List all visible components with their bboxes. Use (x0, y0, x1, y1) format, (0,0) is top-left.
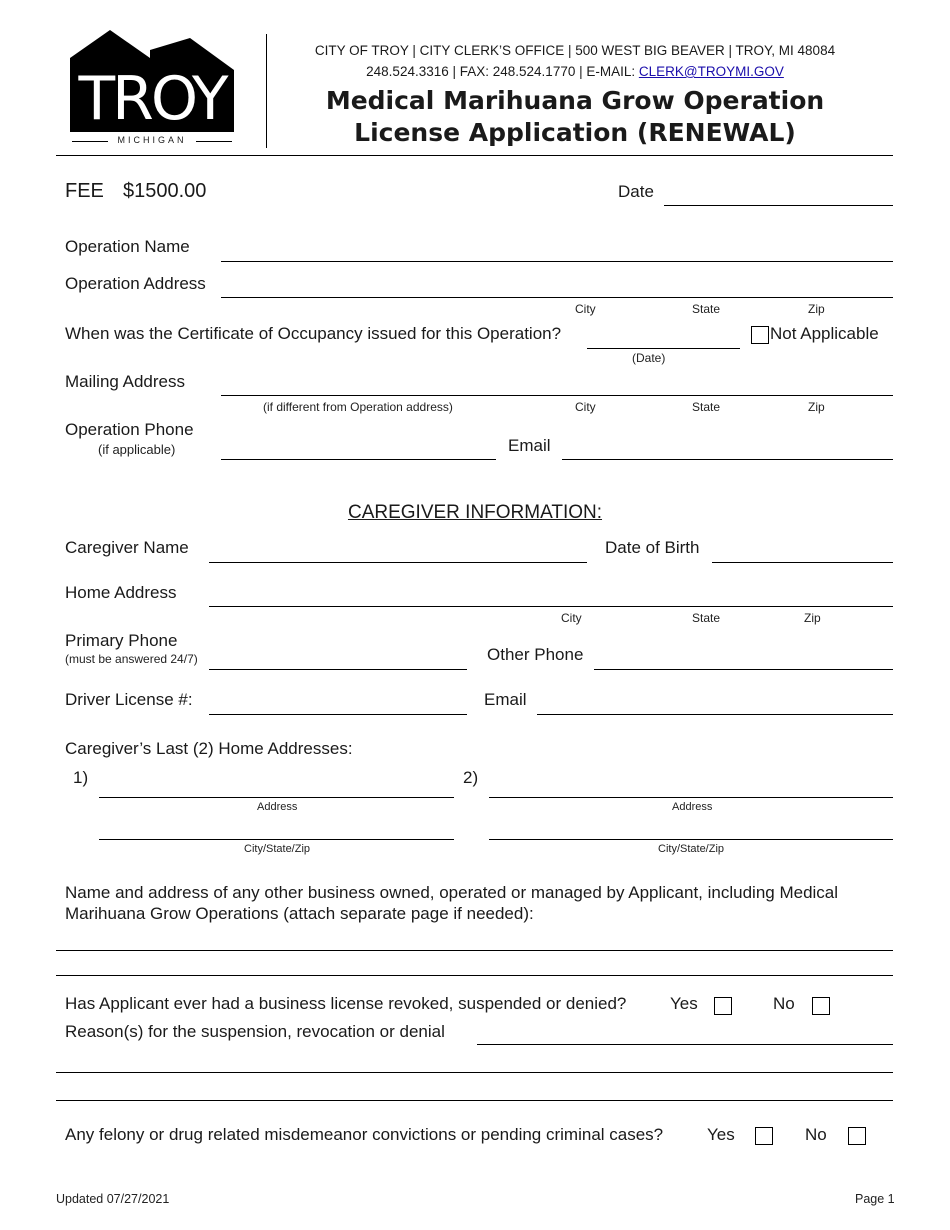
address-2-number: 2) (463, 768, 479, 787)
address-2-caption: Address (672, 801, 713, 813)
dob-label: Date of Birth (605, 538, 700, 557)
other-phone-field[interactable] (594, 669, 893, 670)
dob-field[interactable] (712, 562, 893, 563)
cert-date-field[interactable] (587, 348, 740, 349)
business-field-1[interactable] (56, 950, 893, 951)
operation-email-label: Email (508, 436, 551, 455)
criminal-yes-checkbox[interactable] (755, 1127, 773, 1145)
address-2-field[interactable] (489, 797, 893, 798)
license-yes-checkbox[interactable] (714, 997, 732, 1015)
other-phone-label: Other Phone (487, 645, 584, 664)
operation-email-field[interactable] (562, 459, 893, 460)
address-2-city-caption: City/State/Zip (658, 843, 725, 855)
address-1-city-caption: City/State/Zip (244, 843, 311, 855)
reason-field-3[interactable] (56, 1100, 893, 1101)
title-line1: Medical Marihuana Grow Operation (325, 86, 825, 115)
business-question: Name and address of any other business owned, operated or managed by Applicant, including Medical Marihuana Grow Operations (attach separate page if needed): (65, 883, 839, 923)
operation-city-caption: City (575, 302, 596, 316)
home-state-caption: State (692, 611, 721, 625)
header-info-line1: CITY OF TROY | CITY CLERK’S OFFICE | 500 WEST BIG BEAVER | TROY, MI 48084 (314, 43, 836, 58)
mailing-caption: (if different from Operation address) (263, 400, 453, 414)
license-revoked-question: Has Applicant ever had a business license revoked, suspended or denied? (65, 994, 627, 1013)
primary-phone-caption: (must be answered 24/7) (65, 652, 198, 666)
address-1-caption: Address (257, 801, 298, 813)
fee-amount: $1500.00 (123, 180, 207, 202)
reason-field-2[interactable] (56, 1072, 893, 1073)
header-info-line2 (270, 64, 880, 79)
reason-label: Reason(s) for the suspension, revocation or denial (65, 1022, 445, 1041)
address-1-city-field[interactable] (99, 839, 454, 840)
not-applicable-checkbox[interactable] (751, 326, 769, 344)
cert-date-caption: (Date) (632, 351, 666, 365)
driver-license-label: Driver License #: (65, 690, 193, 709)
troy-logo (66, 28, 238, 148)
operation-phone-caption: (if applicable) (98, 442, 176, 457)
business-field-2[interactable] (56, 975, 893, 976)
license-yes-label: Yes (670, 994, 698, 1013)
criminal-yes-label: Yes (707, 1125, 735, 1144)
caregiver-email-field[interactable] (537, 714, 893, 715)
criminal-no-checkbox[interactable] (848, 1127, 866, 1145)
mailing-address-label: Mailing Address (65, 372, 186, 391)
operation-address-label: Operation Address (65, 274, 206, 293)
license-no-checkbox[interactable] (812, 997, 830, 1015)
driver-license-field[interactable] (209, 714, 467, 715)
email-link[interactable]: CLERK@TROYMI.GOV (638, 64, 784, 79)
primary-phone-label: Primary Phone (65, 631, 178, 650)
home-address-label: Home Address (65, 583, 177, 602)
fee-label: FEE (65, 180, 104, 202)
footer-page: Page 1 (855, 1192, 895, 1206)
operation-name-field[interactable] (221, 261, 893, 262)
last-addresses-label: Caregiver’s Last (2) Home Addresses: (65, 739, 353, 758)
header-contact: 248.524.3316 | FAX: 248.524.1770 | E-MAIL: (366, 64, 639, 79)
home-address-field[interactable] (209, 606, 893, 607)
mailing-city-caption: City (575, 400, 596, 414)
address-2-city-field[interactable] (489, 839, 893, 840)
criminal-question: Any felony or drug related misdemeanor convictions or pending criminal cases? (65, 1125, 664, 1144)
caregiver-name-field[interactable] (209, 562, 587, 563)
home-city-caption: City (561, 611, 582, 625)
cert-question: When was the Certificate of Occupancy issued for this Operation? (65, 324, 562, 343)
operation-phone-label: Operation Phone (65, 420, 194, 439)
caregiver-section-title: CAREGIVER INFORMATION: (347, 502, 603, 523)
header-divider (266, 34, 267, 148)
operation-name-label: Operation Name (65, 237, 190, 256)
reason-field-1[interactable] (477, 1044, 893, 1045)
operation-zip-caption: Zip (808, 302, 825, 316)
caregiver-email-label: Email (484, 690, 527, 709)
license-no-label: No (773, 994, 795, 1013)
operation-address-field[interactable] (221, 297, 893, 298)
operation-state-caption: State (692, 302, 721, 316)
mailing-state-caption: State (692, 400, 721, 414)
criminal-no-label: No (805, 1125, 827, 1144)
date-field[interactable] (664, 205, 893, 206)
mailing-zip-caption: Zip (808, 400, 825, 414)
caregiver-name-label: Caregiver Name (65, 538, 189, 557)
home-zip-caption: Zip (804, 611, 821, 625)
header-rule (56, 155, 893, 156)
footer-updated: Updated 07/27/2021 (56, 1192, 170, 1206)
date-label: Date (618, 182, 654, 201)
mailing-address-field[interactable] (221, 395, 893, 396)
address-1-number: 1) (73, 768, 89, 787)
primary-phone-field[interactable] (209, 669, 467, 670)
operation-phone-field[interactable] (221, 459, 496, 460)
logo-subtext: MICHIGAN (117, 135, 187, 145)
not-applicable-label: Not Applicable (770, 324, 879, 343)
title-line2: License Application (RENEWAL) (354, 118, 796, 147)
address-1-field[interactable] (99, 797, 454, 798)
logo-text: TROY (78, 64, 226, 134)
